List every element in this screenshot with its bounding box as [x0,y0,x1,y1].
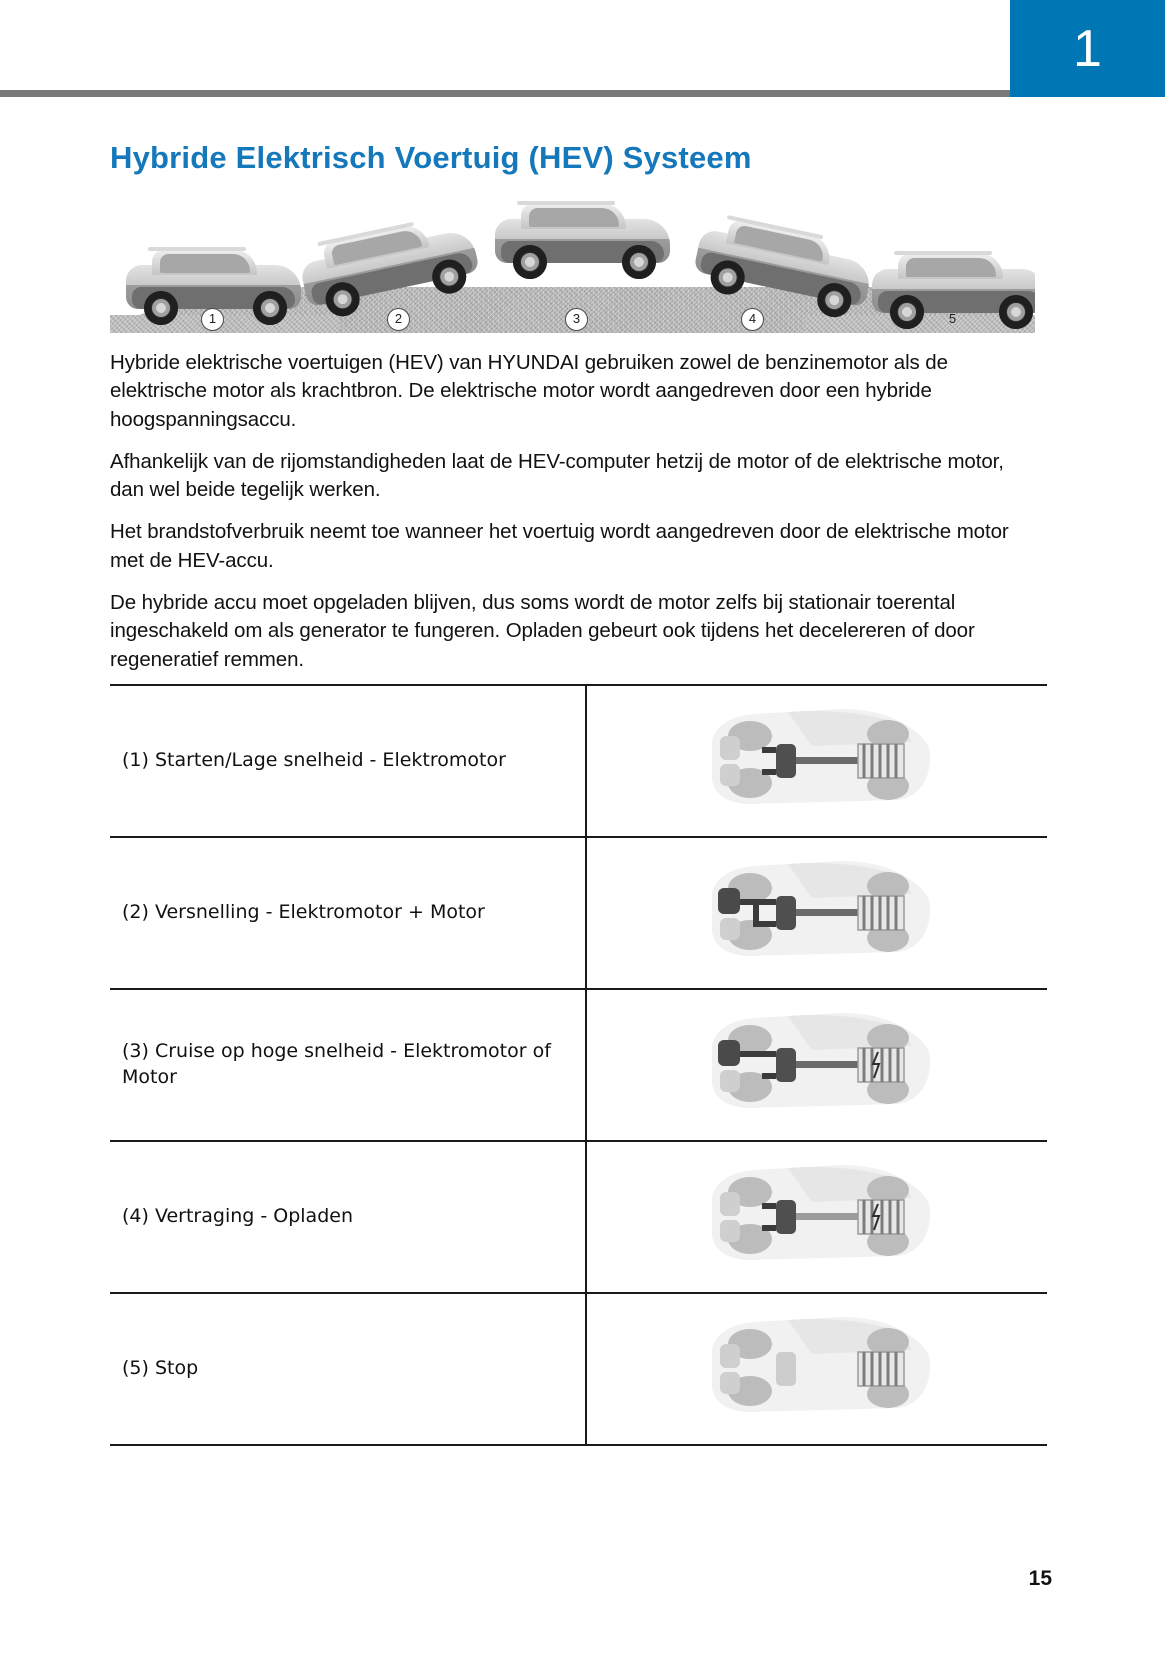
chapter-tab [1010,0,1165,97]
phase-marker-2: 2 [387,308,410,331]
chapter-number: 1 [1073,19,1102,78]
page-content [110,140,1035,1446]
intro-paragraph-4: De hybride accu moet opgeladen blijven, dus soms wordt de motor zelfs bij stationair toerental ingeschakeld om als generator te fungeren. Opladen gebeurt ook tijdens het decelereren of door regeneratief remmen. [110,590,975,671]
mode-label-4: (4) Vertraging - Opladen [110,1141,586,1293]
table-row [110,837,1047,989]
table-row [110,685,1047,837]
table-row [110,1141,1047,1293]
mode-diagram-cell-1 [586,685,1047,837]
header-rule [0,90,1010,97]
page-title: Hybride Elektrisch Voertuig (HEV) Systeem [110,140,752,175]
intro-paragraph-1: Hybride elektrische voertuigen (HEV) van HYUNDAI gebruiken zowel de benzinemotor als de elektrische motor als krachtbron. De elektrische motor wordt aangedreven door een hybride hoogspanningsaccu. [110,351,948,431]
mode-diagram-cell-2 [586,837,1047,989]
vehicle-phase-3 [495,201,670,279]
mode-diagram-cell-4 [586,1141,1047,1293]
table-row [110,1293,1047,1445]
hev-phase-illustration [110,198,1035,333]
mode-diagram-cell-3 [586,989,1047,1141]
intro-paragraph-2: Afhankelijk van de rijomstandigheden laat de HEV-computer hetzij de motor of de elektrische motor, dan wel beide tegelijk werken. [110,449,1004,502]
car-schematic-svg [692,1002,942,1122]
mode-label-2: (2) Versnelling - Elektromotor + Motor [110,837,586,989]
hev-flow-diagram-icon [692,1154,942,1274]
hev-flow-diagram-icon [692,1002,942,1122]
hev-flow-diagram-icon [692,850,942,970]
table-row [110,989,1047,1141]
intro-paragraph-3: Het brandstofverbruik neemt toe wanneer het voertuig wordt aangedreven door de elektrische motor met de HEV-accu. [110,520,1009,572]
phase-marker-1: 1 [201,308,224,331]
hev-flow-diagram-icon [692,698,942,818]
hev-flow-diagram-icon [692,1306,942,1426]
car-schematic-svg [692,698,942,818]
car-schematic-svg [692,1154,942,1274]
mode-diagram-cell-5 [586,1293,1047,1445]
page-number: 15 [1028,1567,1052,1590]
phase-marker-5: 5 [948,311,957,326]
mode-label-1: (1) Starten/Lage snelheid - Elektromotor [110,685,586,837]
car-schematic-svg [692,850,942,970]
hev-mode-table [110,684,1047,1446]
phase-marker-3: 3 [565,308,588,331]
mode-label-3: (3) Cruise op hoge snelheid - Elektromotor of Motor [110,989,586,1141]
intro-text [110,349,1035,674]
car-schematic-svg [692,1306,942,1426]
mode-label-5: (5) Stop [110,1293,586,1445]
phase-marker-4: 4 [741,308,764,331]
